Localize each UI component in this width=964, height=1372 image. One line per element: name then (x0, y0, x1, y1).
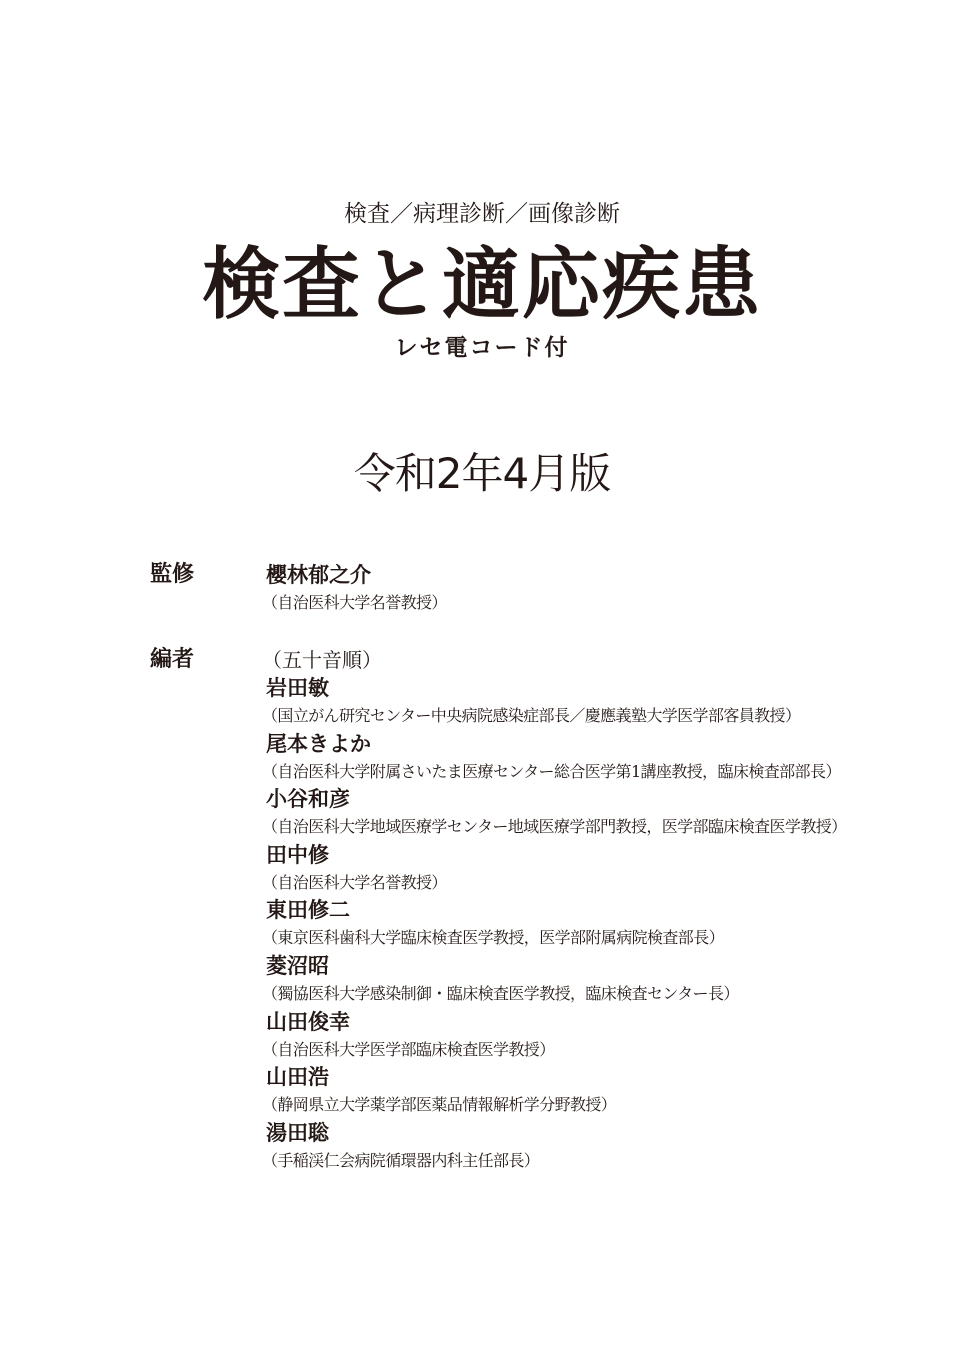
editor-name: 山田俊幸 (266, 1009, 350, 1034)
editor-entry (262, 952, 936, 1008)
editor-name: 尾本きよか (266, 731, 371, 756)
editors-order-note: （五十音順） (262, 648, 382, 672)
editor-entry (262, 674, 936, 730)
editors-block (262, 646, 936, 1174)
editor-affiliation: （手稲渓仁会病院循環器内科主任部長） (262, 1150, 540, 1170)
supervision-block (262, 561, 936, 617)
editor-entry (262, 896, 936, 952)
supervisor-affiliation: （自治医科大学名誉教授） (262, 593, 447, 612)
editor-affiliation: （自治医科大学地域医療学センター地域医療学部門教授，医学部臨床検査医学教授） (262, 817, 847, 837)
book-title-note: レセ電コード付 (394, 335, 570, 361)
editor-affiliation: （国立がん研究センター中央病院感染症部長／慶應義塾大学医学部客員教授） (262, 706, 801, 725)
supervision-label: 監修 (150, 562, 195, 587)
editor-entry (262, 1119, 936, 1175)
editor-name: 田中修 (266, 842, 329, 867)
book-subtitle: 検査／病理診断／画像診断 (344, 201, 620, 227)
editor-entry (262, 841, 936, 897)
editor-entry (262, 785, 936, 841)
editor-entry (262, 1063, 936, 1119)
editor-name: 湯田聡 (266, 1120, 329, 1145)
edition-label: 令和2年4月版 (353, 449, 611, 498)
book-title: 検査と適応疾患 (201, 240, 762, 330)
editor-entry (262, 1008, 936, 1064)
editor-name: 山田浩 (266, 1065, 329, 1090)
editor-affiliation: （静岡県立大学薬学部医薬品情報解析学分野教授） (262, 1095, 617, 1115)
editor-affiliation: （東京医科歯科大学臨床検査医学教授，医学部附属病院検査部長） (262, 928, 725, 948)
editor-name: 小谷和彦 (266, 787, 350, 812)
editor-affiliation: （自治医科大学附属さいたま医療センター総合医学第1講座教授，臨床検査部部長） (262, 761, 841, 781)
editor-affiliation: （自治医科大学名誉教授） (262, 872, 447, 892)
editor-name: 東田修二 (266, 898, 350, 923)
editor-affiliation: （獨協医科大学感染制御・臨床検査医学教授，臨床検査センター長） (262, 983, 739, 1003)
editor-name: 岩田敏 (266, 676, 329, 700)
editors-label: 編者 (150, 647, 195, 672)
editor-entry (262, 730, 936, 786)
editor-name: 菱沼昭 (266, 953, 329, 978)
editor-affiliation: （自治医科大学医学部臨床検査医学教授） (262, 1039, 555, 1059)
supervisor-name: 櫻林郁之介 (266, 563, 371, 587)
